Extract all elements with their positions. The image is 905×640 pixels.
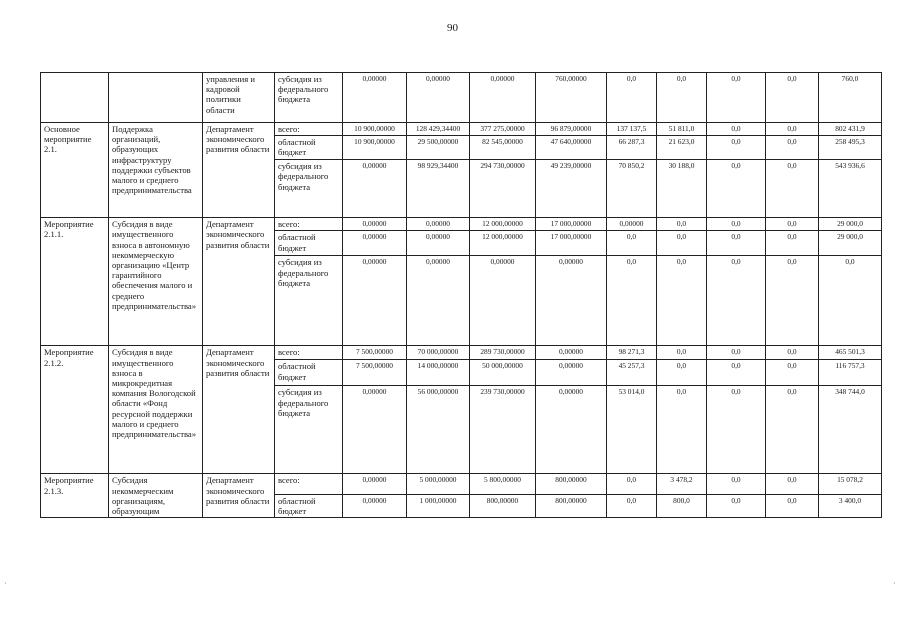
total-value-cell: 29 000,0 xyxy=(819,231,882,256)
year-value-cell: 0,0 xyxy=(707,474,766,494)
year-value-cell: 12 000,00000 xyxy=(470,231,536,256)
year-value-cell: 0,00000 xyxy=(536,256,607,346)
year-value-cell: 0,00000 xyxy=(407,231,470,256)
year-value-cell: 0,0 xyxy=(657,231,707,256)
total-value-cell: 3 400,0 xyxy=(819,494,882,518)
total-value-cell: 760,0 xyxy=(819,73,882,123)
year-value-cell: 5 800,00000 xyxy=(470,474,536,494)
year-value-cell: 0,00000 xyxy=(407,73,470,123)
year-value-cell: 0,0 xyxy=(707,256,766,346)
year-value-cell: 128 429,34400 xyxy=(407,123,470,136)
funding-source-cell: субсидия из федерального бюджета xyxy=(275,73,343,123)
activity-description-cell: Субсидия в виде имущественного взноса в микрокредитная компания Вологодской области «Фонд ресурсной поддержки малого и среднего предпринимательства» xyxy=(109,346,203,474)
funding-source-cell: всего: xyxy=(275,474,343,494)
year-value-cell: 0,0 xyxy=(607,474,657,494)
year-value-cell: 0,00000 xyxy=(343,231,407,256)
activity-description-cell: Поддержка организаций, образующих инфраструктуру поддержки субъектов малого и среднего предпринимательства xyxy=(109,123,203,218)
year-value-cell: 0,0 xyxy=(766,256,819,346)
funding-source-cell: всего: xyxy=(275,346,343,360)
activity-name-cell: Мероприятие 2.1.1. xyxy=(41,218,109,346)
year-value-cell: 70 000,00000 xyxy=(407,346,470,360)
year-value-cell: 7 500,00000 xyxy=(343,360,407,386)
year-value-cell: 53 014,0 xyxy=(607,386,657,474)
year-value-cell: 0,00000 xyxy=(536,386,607,474)
responsible-executor-cell: Департамент экономического развития области xyxy=(203,474,275,518)
scan-edge-mark: · xyxy=(4,579,7,588)
total-value-cell: 116 757,3 xyxy=(819,360,882,386)
year-value-cell: 0,00000 xyxy=(407,218,470,231)
funding-source-cell: областной бюджет xyxy=(275,494,343,518)
year-value-cell: 0,0 xyxy=(766,123,819,136)
year-value-cell: 0,0 xyxy=(657,346,707,360)
year-value-cell: 0,0 xyxy=(657,256,707,346)
year-value-cell: 0,0 xyxy=(657,218,707,231)
year-value-cell: 0,00000 xyxy=(470,73,536,123)
year-value-cell: 56 000,00000 xyxy=(407,386,470,474)
year-value-cell: 0,0 xyxy=(707,73,766,123)
year-value-cell: 3 478,2 xyxy=(657,474,707,494)
year-value-cell: 10 900,00000 xyxy=(343,136,407,160)
year-value-cell: 0,0 xyxy=(766,73,819,123)
activity-name-cell xyxy=(41,73,109,123)
year-value-cell: 0,0 xyxy=(766,474,819,494)
year-value-cell: 0,0 xyxy=(707,218,766,231)
year-value-cell: 0,00000 xyxy=(343,73,407,123)
table-row xyxy=(41,346,882,360)
year-value-cell: 98 271,3 xyxy=(607,346,657,360)
total-value-cell: 465 501,3 xyxy=(819,346,882,360)
page-number: 90 xyxy=(447,22,458,34)
year-value-cell: 0,0 xyxy=(766,494,819,518)
activity-name-cell: Мероприятие 2.1.2. xyxy=(41,346,109,474)
year-value-cell: 30 188,0 xyxy=(657,160,707,218)
budget-table xyxy=(40,72,882,518)
year-value-cell: 29 500,00000 xyxy=(407,136,470,160)
responsible-executor-cell: Департамент экономического развития области xyxy=(203,346,275,474)
year-value-cell: 17 000,00000 xyxy=(536,231,607,256)
year-value-cell: 0,0 xyxy=(707,136,766,160)
funding-source-cell: всего: xyxy=(275,218,343,231)
year-value-cell: 239 730,00000 xyxy=(470,386,536,474)
year-value-cell: 7 500,00000 xyxy=(343,346,407,360)
year-value-cell: 0,0 xyxy=(607,73,657,123)
year-value-cell: 137 137,5 xyxy=(607,123,657,136)
scan-edge-mark: · xyxy=(893,579,896,588)
year-value-cell: 0,0 xyxy=(707,494,766,518)
year-value-cell: 0,0 xyxy=(707,386,766,474)
year-value-cell: 0,00000 xyxy=(536,346,607,360)
funding-source-cell: субсидия из федерального бюджета xyxy=(275,256,343,346)
year-value-cell: 289 730,00000 xyxy=(470,346,536,360)
year-value-cell: 70 850,2 xyxy=(607,160,657,218)
total-value-cell: 802 431,9 xyxy=(819,123,882,136)
year-value-cell: 14 000,00000 xyxy=(407,360,470,386)
year-value-cell: 377 275,00000 xyxy=(470,123,536,136)
activity-description-cell: Субсидия в виде имущественного взноса в автономную некоммерческую организацию «Центр гарантийного обеспечения малого и среднего предпринимательства» xyxy=(109,218,203,346)
responsible-executor-cell: Департамент экономического развития области xyxy=(203,218,275,346)
year-value-cell: 12 000,00000 xyxy=(470,218,536,231)
year-value-cell: 0,0 xyxy=(766,231,819,256)
year-value-cell: 21 623,0 xyxy=(657,136,707,160)
year-value-cell: 96 879,00000 xyxy=(536,123,607,136)
year-value-cell: 50 000,00000 xyxy=(470,360,536,386)
year-value-cell: 800,0 xyxy=(657,494,707,518)
year-value-cell: 0,0 xyxy=(707,123,766,136)
year-value-cell: 0,0 xyxy=(766,386,819,474)
year-value-cell: 800,00000 xyxy=(536,474,607,494)
year-value-cell: 0,0 xyxy=(607,256,657,346)
year-value-cell: 0,00000 xyxy=(343,218,407,231)
funding-source-cell: всего: xyxy=(275,123,343,136)
year-value-cell: 0,00000 xyxy=(407,256,470,346)
responsible-executor-cell: управления и кадровой политики области xyxy=(203,73,275,123)
funding-source-cell: областной бюджет xyxy=(275,231,343,256)
year-value-cell: 800,00000 xyxy=(470,494,536,518)
year-value-cell: 0,00000 xyxy=(536,360,607,386)
year-value-cell: 1 000,00000 xyxy=(407,494,470,518)
total-value-cell: 0,0 xyxy=(819,256,882,346)
responsible-executor-cell: Департамент экономического развития области xyxy=(203,123,275,218)
year-value-cell: 98 929,34400 xyxy=(407,160,470,218)
table-row xyxy=(41,474,882,494)
year-value-cell: 0,00000 xyxy=(343,494,407,518)
year-value-cell: 66 287,3 xyxy=(607,136,657,160)
year-value-cell: 51 811,0 xyxy=(657,123,707,136)
year-value-cell: 0,0 xyxy=(657,360,707,386)
year-value-cell: 0,0 xyxy=(607,231,657,256)
year-value-cell: 0,0 xyxy=(657,73,707,123)
total-value-cell: 15 078,2 xyxy=(819,474,882,494)
activity-description-cell: Субсидия некоммерческим организациям, образующим xyxy=(109,474,203,518)
year-value-cell: 0,0 xyxy=(766,360,819,386)
table-row xyxy=(41,73,882,123)
table-row xyxy=(41,123,882,136)
year-value-cell: 5 000,00000 xyxy=(407,474,470,494)
funding-source-cell: областной бюджет xyxy=(275,136,343,160)
year-value-cell: 47 640,00000 xyxy=(536,136,607,160)
year-value-cell: 17 000,00000 xyxy=(536,218,607,231)
year-value-cell: 45 257,3 xyxy=(607,360,657,386)
year-value-cell: 10 900,00000 xyxy=(343,123,407,136)
funding-source-cell: субсидия из федерального бюджета xyxy=(275,386,343,474)
total-value-cell: 29 000,0 xyxy=(819,218,882,231)
year-value-cell: 0,00000 xyxy=(470,256,536,346)
table-row xyxy=(41,218,882,231)
activity-name-cell: Мероприятие 2.1.3. xyxy=(41,474,109,518)
year-value-cell: 0,0 xyxy=(707,346,766,360)
year-value-cell: 0,00000 xyxy=(343,256,407,346)
year-value-cell: 49 239,00000 xyxy=(536,160,607,218)
year-value-cell: 760,00000 xyxy=(536,73,607,123)
year-value-cell: 0,00000 xyxy=(343,386,407,474)
year-value-cell: 0,0 xyxy=(707,231,766,256)
year-value-cell: 0,00000 xyxy=(343,160,407,218)
activity-name-cell: Основное мероприятие 2.1. xyxy=(41,123,109,218)
year-value-cell: 0,0 xyxy=(707,160,766,218)
total-value-cell: 258 495,3 xyxy=(819,136,882,160)
year-value-cell: 800,00000 xyxy=(536,494,607,518)
year-value-cell: 0,0 xyxy=(657,386,707,474)
year-value-cell: 0,00000 xyxy=(343,474,407,494)
total-value-cell: 348 744,0 xyxy=(819,386,882,474)
total-value-cell: 543 936,6 xyxy=(819,160,882,218)
year-value-cell: 0,0 xyxy=(766,136,819,160)
activity-description-cell xyxy=(109,73,203,123)
year-value-cell: 0,0 xyxy=(766,160,819,218)
year-value-cell: 0,0 xyxy=(766,346,819,360)
year-value-cell: 0,0 xyxy=(707,360,766,386)
funding-source-cell: субсидия из федерального бюджета xyxy=(275,160,343,218)
year-value-cell: 82 545,00000 xyxy=(470,136,536,160)
year-value-cell: 0,0 xyxy=(766,218,819,231)
funding-source-cell: областной бюджет xyxy=(275,360,343,386)
year-value-cell: 0,00000 xyxy=(607,218,657,231)
year-value-cell: 294 730,00000 xyxy=(470,160,536,218)
year-value-cell: 0,0 xyxy=(607,494,657,518)
